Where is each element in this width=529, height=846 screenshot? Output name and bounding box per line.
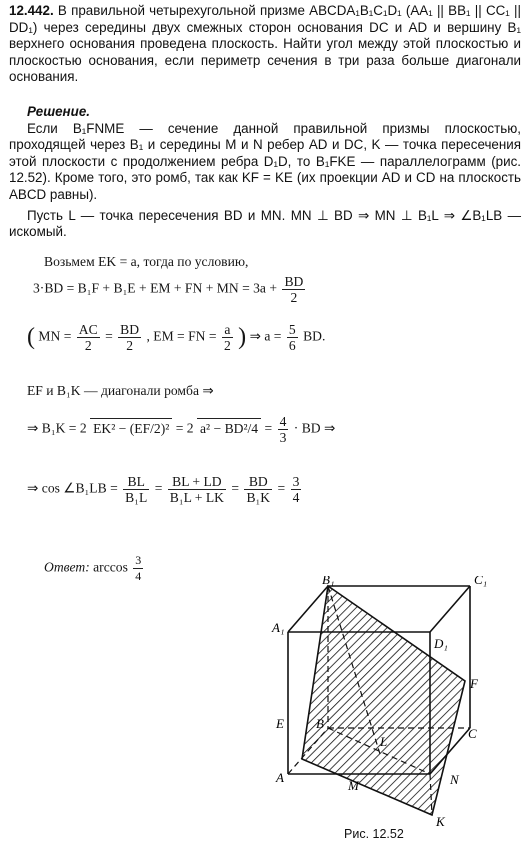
label-C1: C₁ bbox=[474, 576, 488, 587]
label-N: N bbox=[450, 772, 459, 787]
solution-paragraph-2: Пусть L — точка пересечения BD и MN. MN ⊥ BD ⇒ MN ⊥ B₁L ⇒ ∠B₁LB — искомый. bbox=[9, 207, 521, 240]
solution bbox=[9, 104, 521, 241]
label-A1: A₁ bbox=[272, 620, 285, 635]
math-line-5: ⇒ B₁K = 2 EK² − (EF/2)² = 2 a² − BD²/4 = $\frac{4}{3}$ · BD ⇒ bbox=[27, 414, 336, 445]
label-K: K bbox=[436, 814, 445, 828]
label-B: B bbox=[316, 716, 324, 731]
math-line-6: ⇒ cos ∠B₁LB = $\frac{BL}{\text{B₁L}}$ = $\frac{BL + LD}{\text{B₁L + LK}}$ = $\frac{BD}{\text{B₁K}}$ = $\frac{3}{4}$ bbox=[27, 474, 300, 505]
label-D1: D₁ bbox=[434, 636, 448, 651]
math-line-2: 3·BD = B₁F + B₁E + EM + FN + MN = 3a + $\frac{BD}{2}$ bbox=[33, 274, 304, 305]
math-line-3: ( MN = $\frac{AC}{2}$ = $\frac{BD}{2}$ , EM = FN = $\frac{a}{2}$ ) ⇒ a = $\frac{5}{6}$ BD. bbox=[27, 322, 326, 353]
answer: Ответ: arccos $\frac{3}{4}$ bbox=[44, 553, 142, 583]
solution-heading: Решение. bbox=[27, 104, 90, 119]
label-A: A bbox=[276, 770, 284, 785]
figure-caption: Рис. 12.52 bbox=[344, 827, 404, 841]
label-B1: B₁ bbox=[322, 576, 335, 587]
problem-text: В правильной четырехугольной призме ABCDA₁B₁C₁D₁ (AA₁ || BB₁ || CC₁ || DD₁) через середины двух смежных сторон основания DC и AD и вершину B₁ верхнего основания проведена плоскость. Найти угол между этой плоскостью и плоскостью основания, если периметр сечения в три раза больше диагонали основания. bbox=[9, 3, 521, 85]
solution-paragraph-1: Если B₁FNME — сечение данной правильной призмы плоскостью, проходящей через B₁ и середины M и N ребер AD и DC, K — точка пересечения этой плоскости с продолжением ребра D₁D, то B₁FKE — параллелограмм (рис. 12.52). Кроме того, это ромб, так как KF = KE (их проекции AD и CD на плоскость ABCD равны). bbox=[9, 120, 521, 202]
math-line-4: EF и B₁K — диагонали ромба ⇒ bbox=[27, 383, 214, 398]
label-L: L bbox=[380, 734, 388, 749]
label-C: C bbox=[468, 726, 477, 741]
prism-figure bbox=[260, 576, 510, 828]
label-E: E bbox=[276, 716, 284, 731]
label-F: F bbox=[470, 676, 478, 691]
problem-statement bbox=[9, 3, 521, 86]
label-M: M bbox=[348, 778, 359, 793]
problem-number: 12.442. bbox=[9, 3, 54, 18]
math-line-1: Возьмем EK = a, тогда по условию, bbox=[44, 254, 249, 269]
